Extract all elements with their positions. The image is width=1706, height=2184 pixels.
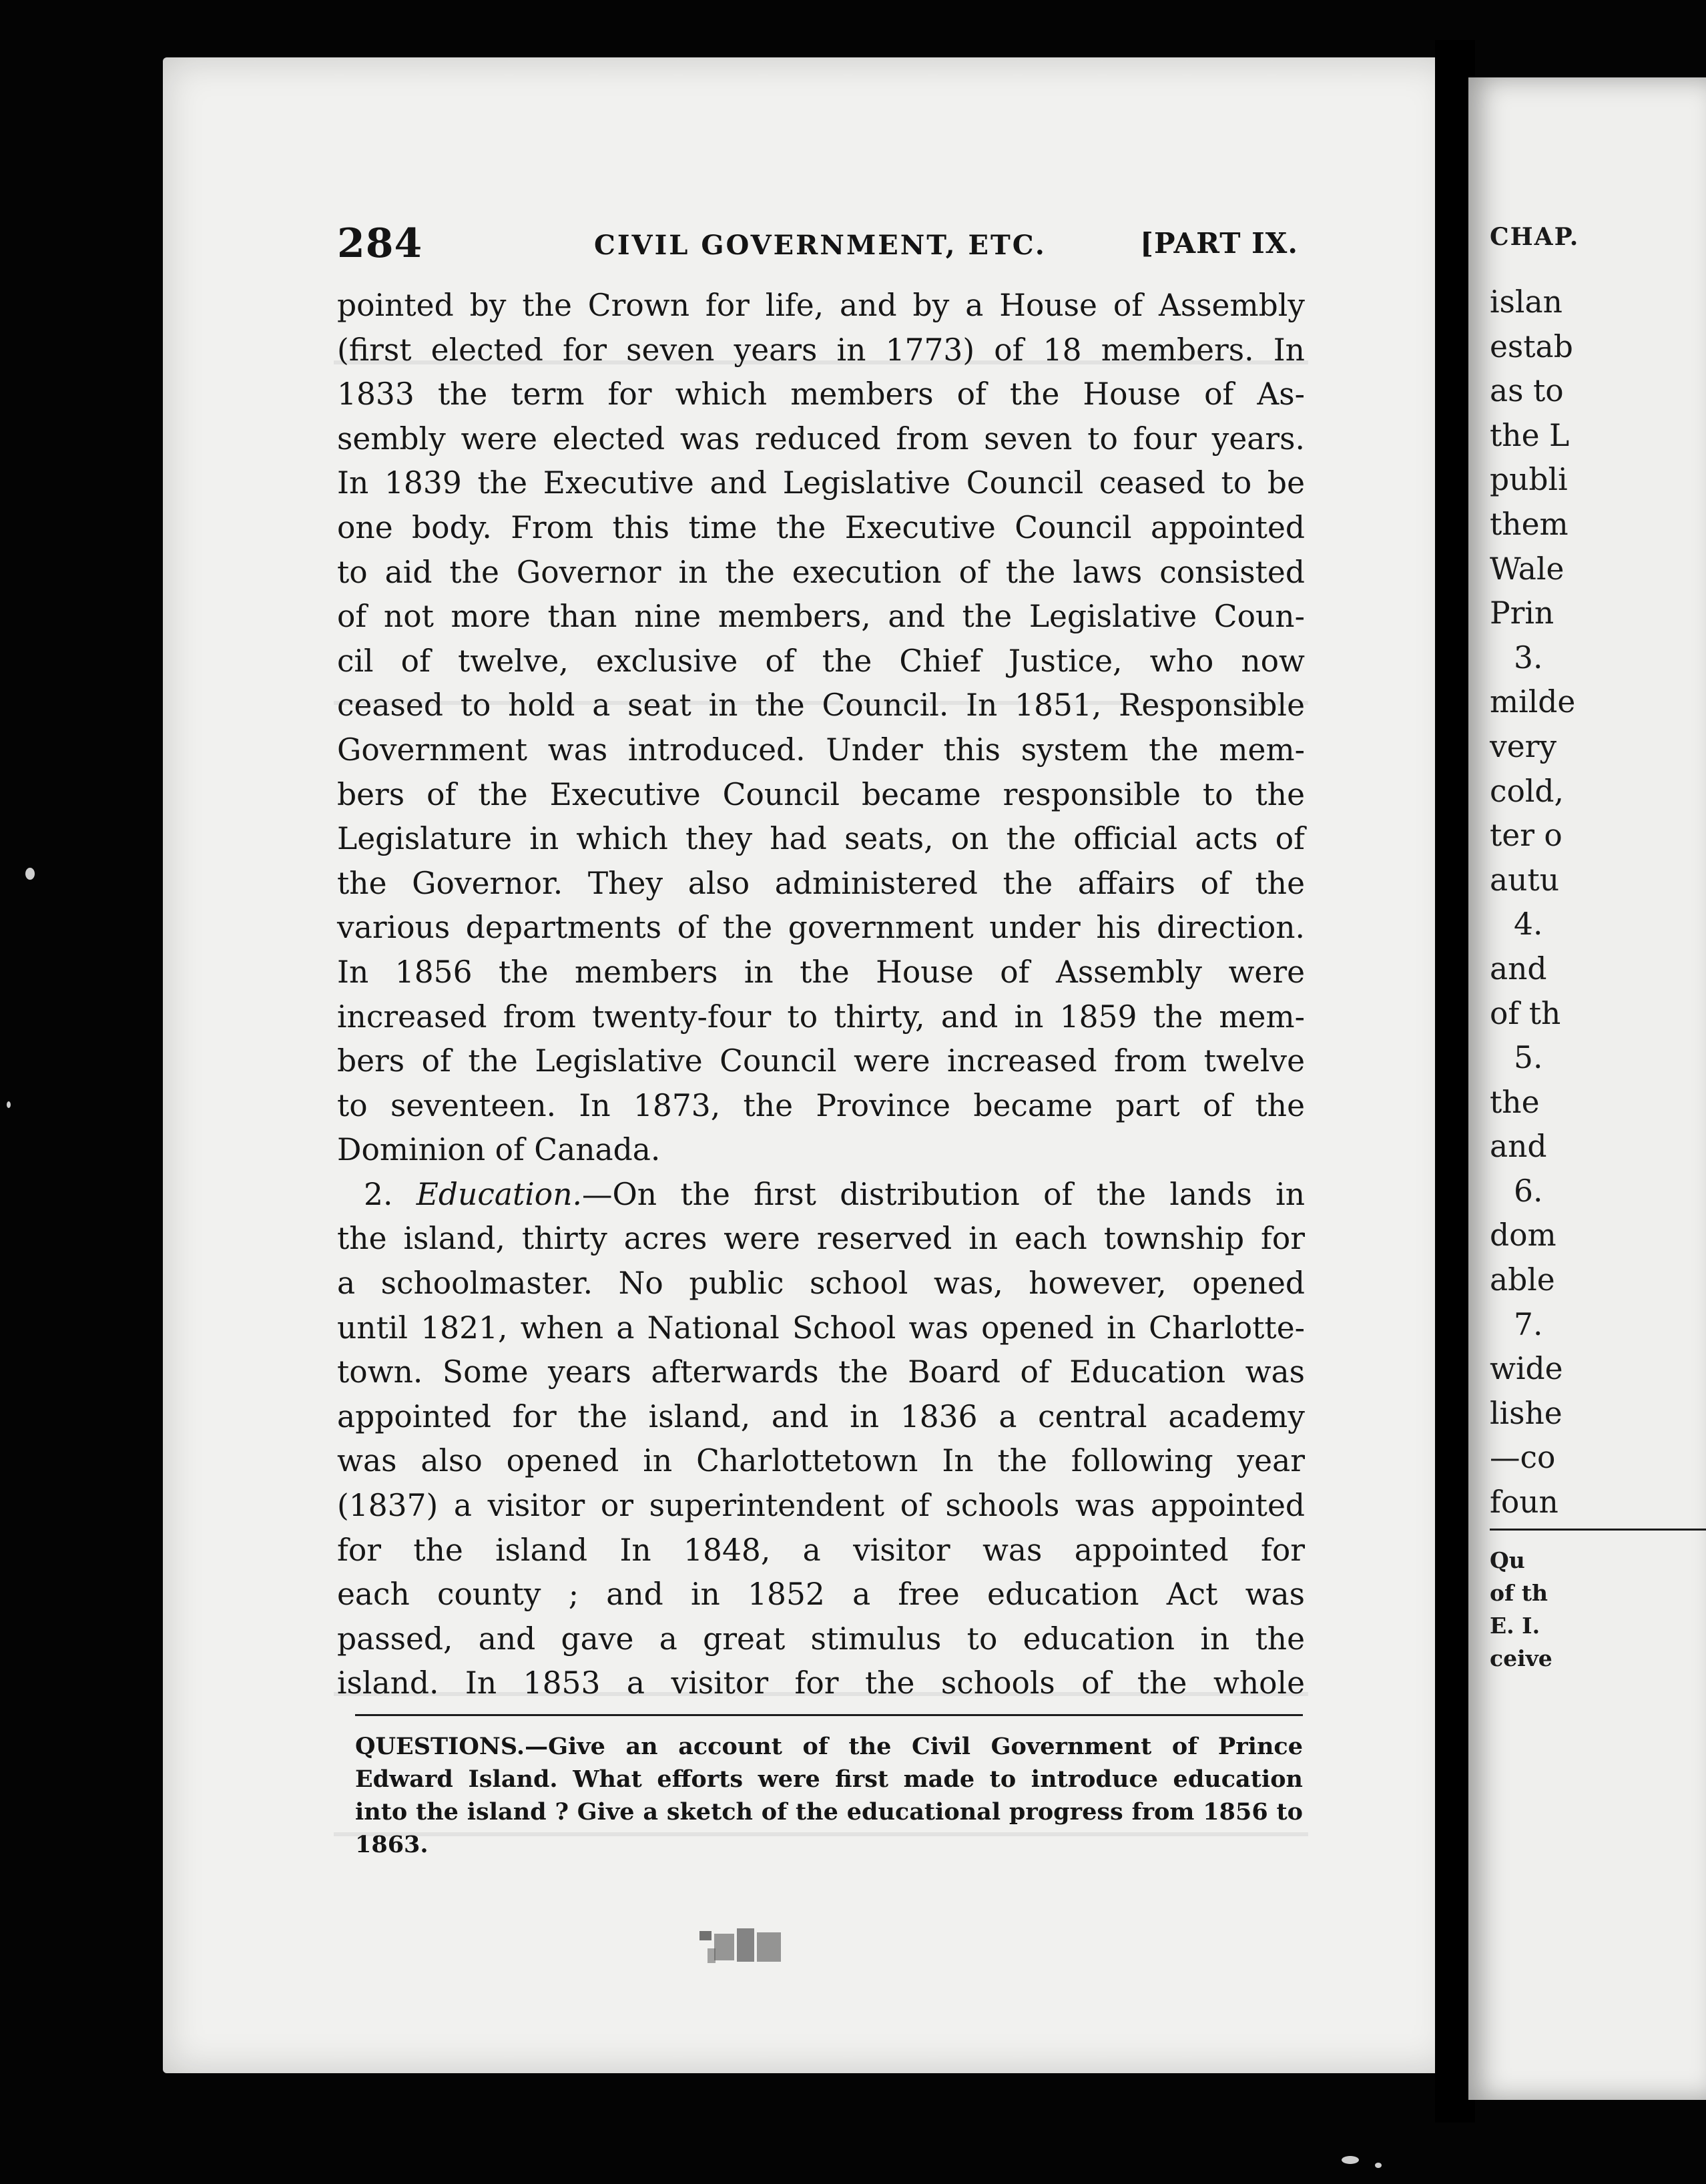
text-line: to aid the Governor in the execution of the laws consisted (337, 554, 1305, 590)
questions-line: Qu (1490, 1547, 1525, 1573)
questions-label: QUESTIONS. (355, 1733, 525, 1760)
text-line: cold, (1490, 773, 1565, 809)
text-line: Prin (1490, 595, 1554, 631)
questions-line: Edward Island. What efforts were first made to introduce education (355, 1765, 1303, 1793)
text-line: 5. (1514, 1040, 1543, 1076)
text-line: Government was introduced. Under this system the mem- (337, 732, 1305, 768)
text-line: island. In 1853 a visitor for the schools of the whole (337, 1665, 1305, 1701)
text-line: publi (1490, 462, 1568, 498)
text-line: and (1490, 950, 1547, 987)
dust-speck (7, 1101, 11, 1108)
text-line: Dominion of Canada. (337, 1132, 661, 1168)
right-footnote-rule (1490, 1529, 1706, 1531)
text-line: bers of the Legislative Council were increased from twelve (337, 1043, 1305, 1079)
text-line: islan (1490, 284, 1562, 320)
text-line: —co (1490, 1440, 1556, 1476)
education-paragraph-start (337, 1173, 1305, 1217)
text-line: bers of the Executive Council became responsible to the (337, 776, 1305, 812)
text-line: of th (1490, 995, 1561, 1031)
running-head (337, 220, 1298, 280)
text-line: increased from twenty-four to thirty, and in 1859 the mem- (337, 999, 1305, 1035)
text-line: estab (1490, 328, 1573, 364)
text-line: as to (1490, 373, 1564, 409)
right-running-head: CHAP. (1490, 223, 1580, 251)
text-fragment: —On the first distribution of the lands in (581, 1176, 1305, 1212)
dust-speck (25, 868, 35, 880)
text-line: town. Some years afterwards the Board of Education was (337, 1354, 1305, 1390)
text-line: appointed for the island, and in 1836 a central academy (337, 1398, 1305, 1434)
text-line: In 1839 the Executive and Legislative Council ceased to be (337, 465, 1305, 501)
text-line: 6. (1514, 1173, 1543, 1209)
text-line: to seventeen. In 1873, the Province became part of the (337, 1087, 1305, 1123)
text-line: ter o (1490, 818, 1562, 854)
text-line: Legislature in which they had seats, on the official acts of (337, 821, 1305, 857)
section-heading-education: Education. (416, 1176, 582, 1212)
text-line: 3. (1514, 639, 1543, 675)
text-line: 1833 the term for which members of the House of As- (337, 376, 1305, 413)
questions-line (355, 1730, 1303, 1763)
text-line: and (1490, 1129, 1547, 1165)
part-label: [PART IX. (1140, 227, 1298, 260)
text-fragment: —Give an account of the Civil Government of Prince (525, 1733, 1303, 1760)
text-line: them (1490, 506, 1569, 542)
text-line: a schoolmaster. No public school was, however, opened (337, 1266, 1305, 1302)
text-line: one body. From this time the Executive Council appointed (337, 509, 1305, 545)
right-page-text (1490, 220, 1579, 1525)
text-line: the Governor. They also administered the affairs of the (337, 865, 1305, 901)
questions-line: into the island ? Give a sketch of the educational progress from 1856 to (355, 1798, 1303, 1826)
text-line: lishe (1490, 1395, 1562, 1431)
right-questions-footnote (1490, 1544, 1552, 1675)
questions-line: E. I. (1490, 1613, 1540, 1639)
section-number: 2. (364, 1176, 393, 1212)
text-line: was also opened in Charlottetown In the following year (337, 1443, 1305, 1479)
body-text (337, 284, 1305, 1706)
text-line: sembly were elected was reduced from seven to four years. (337, 421, 1305, 457)
text-line: of not more than nine members, and the Legislative Coun- (337, 599, 1305, 635)
running-title: CIVIL GOVERNMENT, ETC. (594, 230, 1047, 261)
text-line: the L (1490, 417, 1570, 453)
text-line: wide (1490, 1351, 1563, 1387)
text-line: In 1856 the members in the House of Assembly were (337, 954, 1305, 990)
text-line: (1837) a visitor or superintendent of schools was appointed (337, 1488, 1305, 1524)
page-number: 284 (337, 220, 423, 267)
text-line: until 1821, when a National School was opened in Charlotte- (337, 1310, 1305, 1346)
questions-line: 1863. (355, 1831, 429, 1858)
questions-line: ceive (1490, 1645, 1552, 1671)
text-line: for the island In 1848, a visitor was appointed for (337, 1532, 1305, 1568)
text-line: ceased to hold a seat in the Council. In 1851, Responsible (337, 688, 1305, 724)
text-line: autu (1490, 862, 1560, 898)
questions-footnote (355, 1730, 1303, 1861)
dust-speck (1375, 2163, 1382, 2168)
text-line: passed, and gave a great stimulus to education in the (337, 1621, 1305, 1657)
footnote-rule (355, 1714, 1303, 1716)
text-line: the (1490, 1084, 1540, 1120)
text-line: Wale (1490, 551, 1565, 587)
text-line: various departments of the government under his direction. (337, 910, 1305, 946)
text-line: very (1490, 728, 1557, 764)
dust-speck (1342, 2156, 1359, 2164)
text-line: 4. (1514, 906, 1543, 942)
library-stamp-mark (694, 1919, 794, 1972)
text-line: dom (1490, 1217, 1556, 1254)
text-line: cil of twelve, exclusive of the Chief Justice, who now (337, 643, 1305, 679)
questions-line: of th (1490, 1580, 1548, 1606)
text-line: (first elected for seven years in 1773) of 18 members. In (337, 332, 1305, 368)
text-line: each county ; and in 1852 a free education Act was (337, 1577, 1305, 1613)
text-line: 7. (1514, 1306, 1543, 1342)
text-line: the island, thirty acres were reserved in each township for (337, 1221, 1305, 1257)
text-line: foun (1490, 1484, 1558, 1521)
text-line: milde (1490, 684, 1576, 720)
text-line: pointed by the Crown for life, and by a House of Assembly (337, 288, 1305, 323)
text-line: able (1490, 1262, 1555, 1298)
